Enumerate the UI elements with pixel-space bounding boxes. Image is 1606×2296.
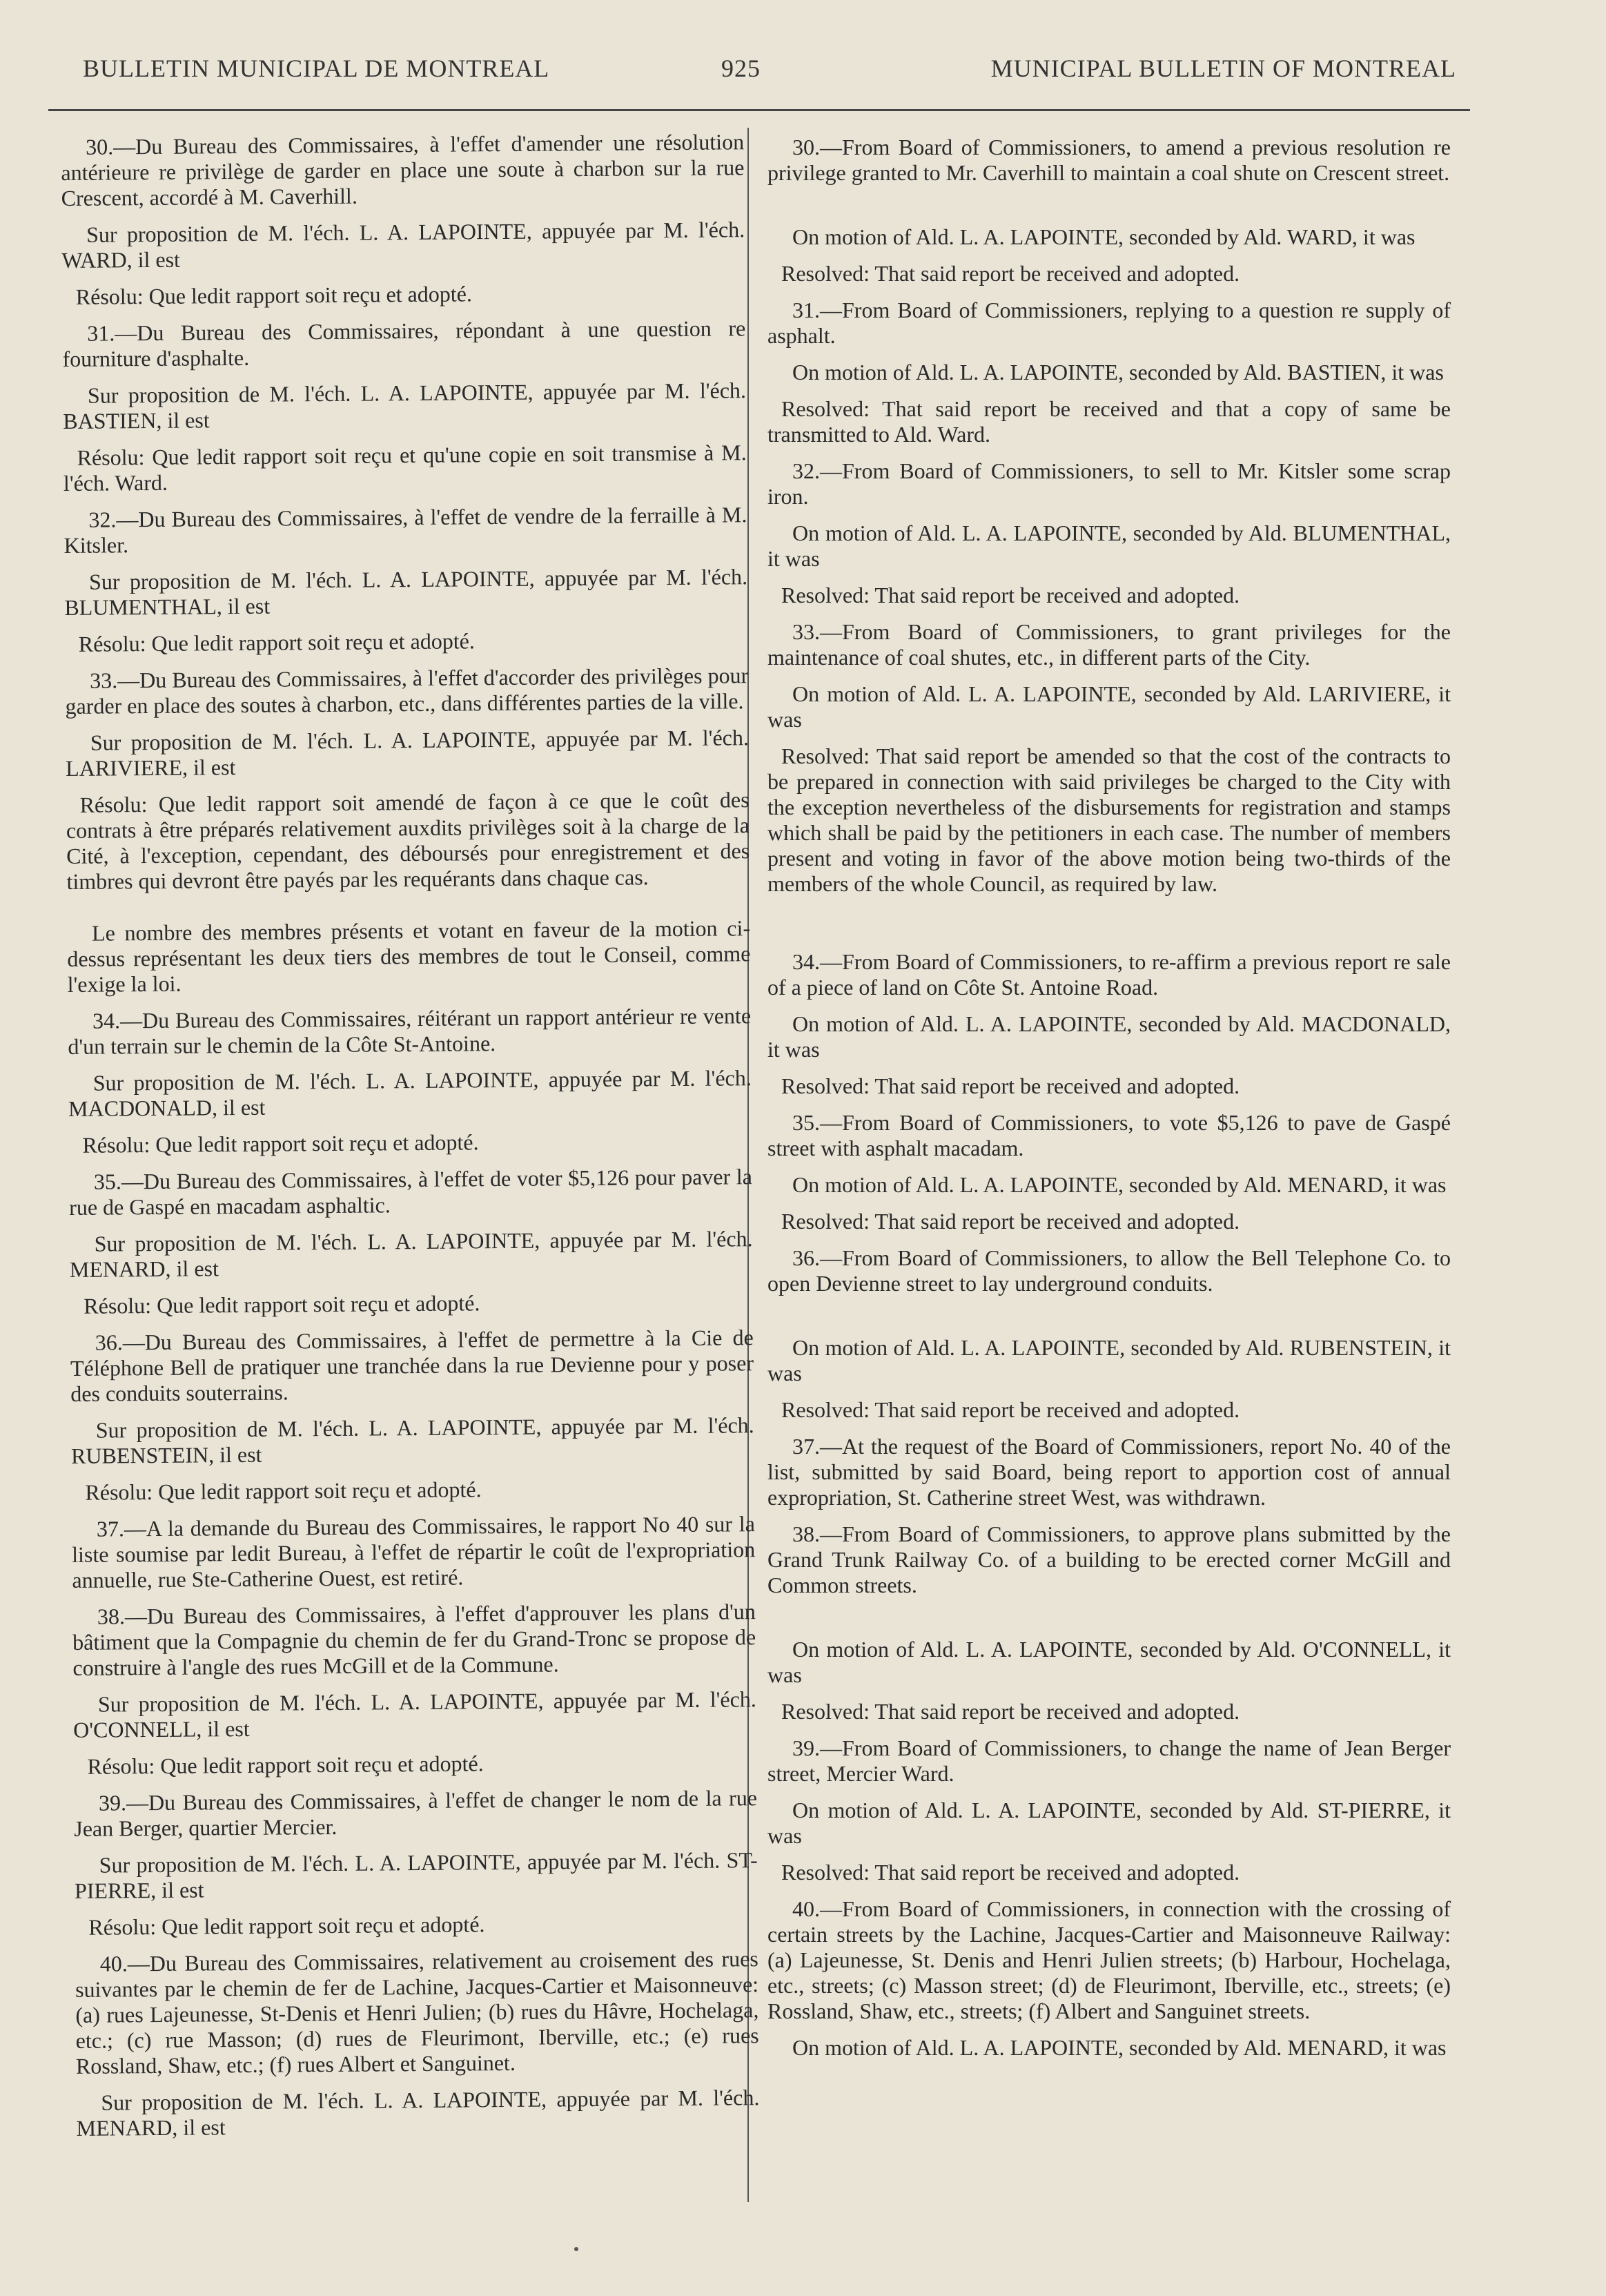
en-motion: On motion of Ald. L. A. LAPOINTE, seconded by Ald. RUBENSTEIN, it was: [767, 1335, 1451, 1385]
fr-resolution: Résolu: Que ledit rapport soit reçu et adopté.: [75, 281, 473, 309]
en-item-35: 35.—From Board of Commissioners, to vote $5,126 to pave de Gaspé street with asphalt macadam.: [767, 1110, 1451, 1160]
fr-resolution: Résolu: Que ledit rapport soit reçu et adopté.: [87, 1751, 484, 1779]
en-item-33: 33.—From Board of Commissioners, to grant privileges for the maintenance of coal shutes, etc., in different parts of the City.: [767, 619, 1451, 670]
fr-item-38: 38.—Du Bureau des Commissaires, à l'effet d'approuver les plans d'un bâtiment que la Compagnie du chemin de fer du Grand-Tronc se propose de construire à l'angle des rues McGill et de la Commune.: [72, 1599, 756, 1680]
en-motion: On motion of Ald. L. A. LAPOINTE, seconded by Ald. ST-PIERRE, it was: [767, 1798, 1451, 1848]
fr-resolution: Résolu: Que ledit rapport soit reçu et adopté.: [88, 1911, 485, 1940]
header-title-french: BULLETIN MUNICIPAL DE MONTREAL: [83, 55, 550, 82]
en-item-40: 40.—From Board of Commissioners, in connection with the crossing of certain streets by the Lachine, Jacques-Cartier and Maisonneuve Railway: (a) Lajeunesse, St. Denis and Henri Julien streets; (b) Harbour, Hochelaga, etc., streets; (c) Masson street; (d) de Fleurimont, Iberville, etc., streets; (e) Rossland, Shaw, etc., streets; (f) Albert and Sanguinet streets.: [767, 1896, 1451, 2023]
fr-motion: Sur proposition de M. l'éch. L. A. LAPOINTE, appuyée par M. l'éch. LARIVIERE, il est: [66, 725, 750, 781]
fr-motion: Sur proposition de M. l'éch. L. A. LAPOINTE, appuyée par M. l'éch. BASTIEN, il est: [63, 378, 747, 434]
fr-motion: Sur proposition de M. l'éch. L. A. LAPOINTE, appuyée par M. l'éch. BLUMENTHAL, il est: [64, 564, 748, 620]
fr-motion: Sur proposition de M. l'éch. L. A. LAPOINTE, appuyée par M. l'éch. ST-PIERRE, il est: [74, 1847, 758, 1903]
en-resolution: Resolved: That said report be received and that a copy of same be transmitted to Ald. Ward.: [767, 396, 1451, 447]
en-resolution: Resolved: That said report be received and adopted.: [781, 1860, 1240, 1885]
en-resolution: Resolved: That said report be received and adopted.: [781, 1699, 1240, 1724]
en-motion: On motion of Ald. L. A. LAPOINTE, seconded by Ald. WARD, it was: [792, 224, 1416, 249]
fr-item-36: 36.—Du Bureau des Commissaires, à l'effet de permettre à la Cie de Téléphone Bell de pratiquer une tranchée dans la rue Devienne pour y poser des conduits souterrains.: [70, 1325, 754, 1406]
header-title-english: MUNICIPAL BULLETIN OF MONTREAL: [990, 55, 1456, 82]
fr-item-32: 32.—Du Bureau des Commissaires, à l'effet de vendre de la ferraille à M. Kitsler.: [63, 502, 747, 558]
en-item-30: 30.—From Board of Commissioners, to amend a previous resolution re privilege granted to Mr. Caverhill to maintain a coal shute on Crescent street.: [767, 135, 1451, 185]
en-resolution: Resolved: That said report be received and adopted.: [781, 1397, 1240, 1422]
en-resolution: Resolved: That said report be received and adopted.: [781, 583, 1240, 607]
fr-motion: Sur proposition de M. l'éch. L. A. LAPOINTE, appuyée par M. l'éch. RUBENSTEIN, il est: [70, 1412, 754, 1468]
french-column: [61, 129, 760, 2152]
page-header: [76, 54, 1456, 95]
en-resolution: Resolved: That said report be received and adopted.: [781, 261, 1240, 286]
fr-item-37: 37.—A la demande du Bureau des Commissaires, le rapport No 40 sur la liste soumise par ledit Bureau, à l'effet de répartir le coût de l'expropriation annuelle, rue Ste-Catherine Ouest, est retiré.: [72, 1511, 756, 1593]
en-motion: On motion of Ald. L. A. LAPOINTE, seconded by Ald. MACDONALD, it was: [767, 1011, 1451, 1062]
fr-item-34: 34.—Du Bureau des Commissaires, réitérant un rapport antérieur re vente d'un terrain sur le chemin de la Côte St-Antoine.: [68, 1003, 752, 1059]
en-item-39: 39.—From Board of Commissioners, to change the name of Jean Berger street, Mercier Ward.: [767, 1735, 1451, 1786]
fr-item-40: 40.—Du Bureau des Commissaires, relativement au croisement des rues suivantes par le chemin de fer de Lachine, Jacques-Cartier et Maisonneuve: (a) rues Lajeunesse, St-Denis et Henri Julien; (b) rues du Hâvre, Hochelaga, etc.; (c) rue Masson; (d) rues de Fleurimont, Iberville, etc.; (e) rues Rossland, Shaw, etc.; (f) rues Albert et Sanguinet.: [75, 1946, 759, 2079]
en-item-37: 37.—At the request of the Board of Commissioners, report No. 40 of the list, submitted by said Board, being report to apportion cost of annual expropriation, St. Catherine street West, was withdrawn.: [767, 1434, 1451, 1510]
fr-item-30: 30.—Du Bureau des Commissaires, à l'effet d'amender une résolution antérieure re privilège de garder en place une soute à charbon sur la rue Crescent, accordé à M. Caverhill.: [61, 129, 745, 211]
fr-motion: Sur proposition de M. l'éch. L. A. LAPOINTE, appuyée par M. l'éch. MENARD, il est: [69, 1226, 753, 1282]
en-motion: On motion of Ald. L. A. LAPOINTE, seconded by Ald. MENARD, it was: [792, 1172, 1447, 1197]
fr-motion: Sur proposition de M. l'éch. L. A. LAPOINTE, appuyée par M. l'éch. MENARD, il est: [76, 2085, 760, 2141]
fr-motion: Sur proposition de M. l'éch. L. A. LAPOINTE, appuyée par M. l'éch. MACDONALD, il est: [68, 1065, 752, 1121]
english-column: [767, 135, 1451, 2072]
fr-motion: Sur proposition de M. l'éch. L. A. LAPOINTE, appuyée par M. l'éch. WARD, il est: [61, 217, 745, 273]
en-resolution: Resolved: That said report be received and adopted.: [781, 1209, 1240, 1234]
fr-item-31: 31.—Du Bureau des Commissaires, répondant à une question re fourniture d'asphalte.: [62, 315, 746, 371]
fr-resolution: Résolu: Que ledit rapport soit reçu et adopté.: [85, 1477, 482, 1505]
fr-resolution: Résolu: Que ledit rapport soit reçu et qu'une copie en soit transmise à M. l'éch. Ward.: [63, 440, 747, 496]
ink-dot: [574, 2247, 578, 2251]
en-item-38: 38.—From Board of Commissioners, to approve plans submitted by the Grand Trunk Railway Co. of a building to be erected corner McGill and Common streets.: [767, 1521, 1451, 1597]
en-motion: On motion of Ald. L. A. LAPOINTE, seconded by Ald. BASTIEN, it was: [792, 360, 1444, 385]
en-motion: On motion of Ald. L. A. LAPOINTE, seconded by Ald. O'CONNELL, it was: [767, 1637, 1451, 1687]
en-item-31: 31.—From Board of Commissioners, replying to a question re supply of asphalt.: [767, 298, 1451, 348]
page-number: 925: [721, 55, 761, 82]
fr-resolution: Résolu: Que ledit rapport soit reçu et adopté.: [82, 1129, 479, 1158]
fr-motion: Sur proposition de M. l'éch. L. A. LAPOINTE, appuyée par M. l'éch. O'CONNELL, il est: [73, 1686, 756, 1742]
fr-resolution: Résolu: Que ledit rapport soit reçu et adopté.: [84, 1290, 480, 1319]
fr-item-35: 35.—Du Bureau des Commissaires, à l'effet de voter $5,126 pour paver la rue de Gaspé en macadam asphaltic.: [69, 1164, 753, 1220]
en-motion: On motion of Ald. L. A. LAPOINTE, seconded by Ald. LARIVIERE, it was: [767, 681, 1451, 732]
fr-item-39: 39.—Du Bureau des Commissaires, à l'effet de changer le nom de la rue Jean Berger, quartier Mercier.: [74, 1785, 758, 1841]
en-item-34: 34.—From Board of Commissioners, to re-affirm a previous report re sale of a piece of land on Côte St. Antoine Road.: [767, 949, 1451, 1000]
en-item-36: 36.—From Board of Commissioners, to allow the Bell Telephone Co. to open Devienne street to lay underground conduits.: [767, 1245, 1451, 1296]
en-motion: On motion of Ald. L. A. LAPOINTE, seconded by Ald. BLUMENTHAL, it was: [767, 521, 1451, 571]
en-item-32: 32.—From Board of Commissioners, to sell to Mr. Kitsler some scrap iron.: [767, 458, 1451, 509]
en-resolution: Resolved: That said report be amended so that the cost of the contracts to be prepared in connection with said privileges be charged to the City with the exception nevertheless of the disbursements for registration and stamps which shall be paid by the petitioners in each case. The number of members present and voting in favor of the above motion being two-thirds of the members of the whole Council, as required by law.: [767, 743, 1451, 896]
en-motion: On motion of Ald. L. A. LAPOINTE, seconded by Ald. MENARD, it was: [792, 2035, 1447, 2060]
en-resolution: Resolved: That said report be received and adopted.: [781, 1073, 1240, 1098]
fr-resolution: Résolu: Que ledit rapport soit reçu et adopté.: [78, 628, 475, 656]
fr-vote-note: Le nombre des membres présents et votant en faveur de la motion ci-dessus représentant les deux tiers des membres de tout le Conseil, comme l'exige la loi.: [67, 915, 751, 997]
fr-item-33: 33.—Du Bureau des Commissaires, à l'effet d'accorder des privilèges pour garder en place des soutes à charbon, etc., dans différentes parties de la ville.: [65, 663, 749, 719]
header-rule: [48, 109, 1470, 111]
fr-resolution: Résolu: Que ledit rapport soit amendé de façon à ce que le coût des contrats à être préparés relativement auxdits privilèges soit à la charge de la Cité, à l'exception, cependant, des déboursés pour enregistrement et des timbres qui devront être payés par les requérants dans chaque cas.: [66, 787, 750, 894]
